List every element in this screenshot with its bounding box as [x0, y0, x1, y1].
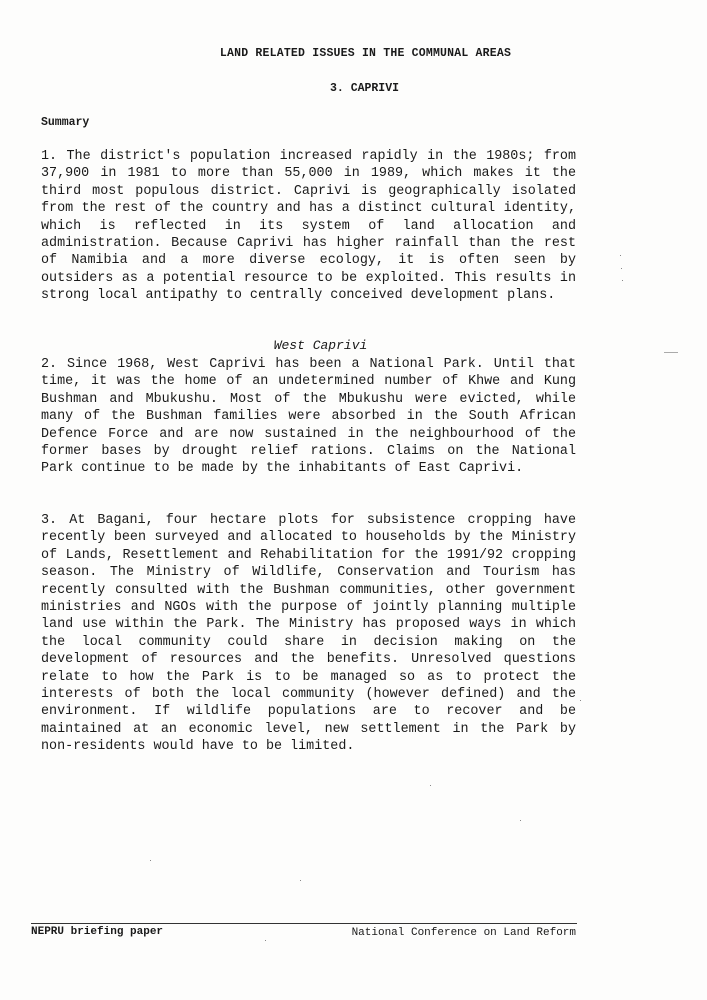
chapter-heading: 3. CAPRIVI [329, 82, 399, 95]
scan-speck [265, 940, 266, 941]
scan-speck [664, 352, 678, 353]
scan-speck [300, 880, 301, 881]
paragraph-1: 1. The district's population increased rapidly in the 1980s; from 37,900 in 1981 to more than 55,000 in 1989, which makes it the third most populous district. Caprivi is geographically isolated from the rest of the country and has a distinct cultural identity, which is reflected in its system of land allocation and administration. Because Caprivi has higher rainfall than the rest of Namibia and a more diverse ecology, it is often seen by outsiders as a potential resource to be exploited. This results in strong local antipathy to centrally conceived development plans. [41, 149, 576, 304]
scan-speck [622, 280, 623, 281]
subheading-west-caprivi: West Caprivi [273, 338, 368, 353]
document-title: LAND RELATED ISSUES IN THE COMMUNAL AREAS [219, 47, 512, 60]
footer-left-text: NEPRU briefing paper [31, 926, 164, 938]
scan-speck [520, 820, 521, 821]
paragraph-2: 2. Since 1968, West Caprivi has been a National Park. Until that time, it was the home of an undetermined number of Khwe and Kung Bushman and Mbukushu. Most of the Mbukushu were evicted, while many of the Bushman families were absorbed in the South African Defence Force and are now sustained in the neighbourhood of the former bases by drought relief rations. Claims on the National Park continue to be made by the inhabitants of East Caprivi. [41, 357, 576, 477]
footer-right-text: National Conference on Land Reform [351, 927, 576, 939]
scan-speck [620, 255, 621, 256]
paragraph-3: 3. At Bagani, four hectare plots for subsistence cropping have recently been surveyed and allocated to households by the Ministry of Lands, Resettlement and Rehabilitation for the 1991/92 cropping season. The Ministry of Wildlife, Conservation and Tourism has recently consulted with the Bushman communities, other government ministries and NGOs with the purpose of jointly planning multiple land use within the Park. The Ministry has proposed ways in which the local community could share in decision making on the development of resources and the benefits. Unresolved questions relate to how the Park is to be managed so as to protect the interests of both the local community (however defined) and the environment. If wildlife populations are to recover and be maintained at an economic level, new settlement in the Park by non-residents would have to be limited. [41, 513, 576, 755]
scan-speck [621, 268, 622, 269]
scan-speck [150, 860, 151, 861]
footer-divider [31, 923, 577, 924]
scan-speck [430, 785, 431, 786]
section-heading: Summary [41, 116, 90, 129]
scan-speck [580, 700, 581, 701]
